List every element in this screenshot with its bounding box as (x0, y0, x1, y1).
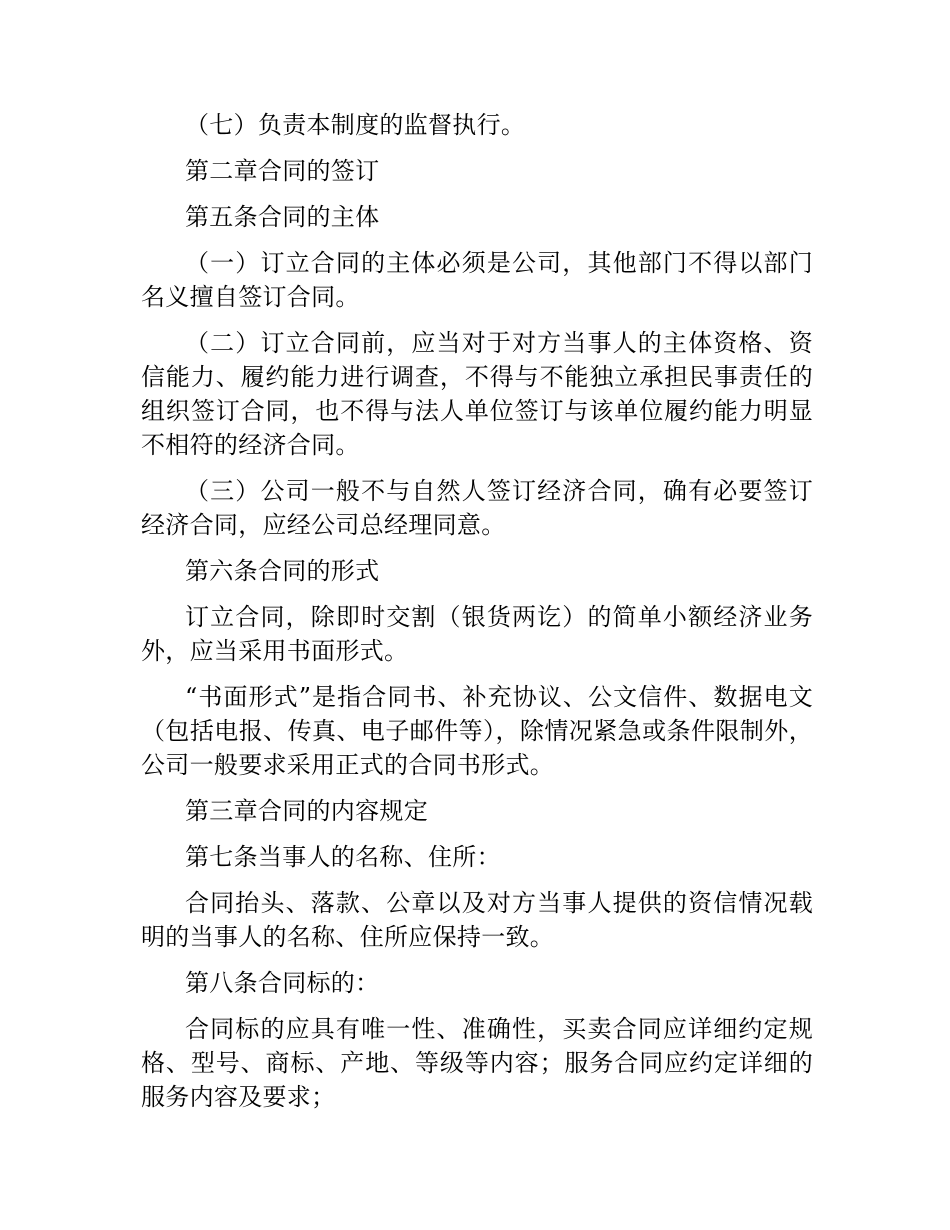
article-6-paragraph-2: “书面形式”是指合同书、补充协议、公文信件、数据电文（包括电报、传真、电子邮件等），除情况紧急或条件限制外，公司一般要求采用正式的合同书形式。 (141, 683, 813, 779)
article-7-heading: 第七条当事人的名称、住所： (185, 843, 501, 871)
article-8-heading: 第八条合同标的： (185, 969, 380, 997)
article-5-heading: 第五条合同的主体 (185, 203, 380, 231)
article-6-heading: 第六条合同的形式 (185, 557, 380, 585)
chapter-3-heading: 第三章合同的内容规定 (185, 797, 428, 825)
chapter-2-heading: 第二章合同的签订 (185, 157, 380, 185)
article-7-paragraph: 合同抬头、落款、公章以及对方当事人提供的资信情况载明的当事人的名称、住所应保持一致。 (141, 889, 813, 951)
article-6-paragraph-1: 订立合同，除即时交割（银货两讫）的简单小额经济业务外，应当采用书面形式。 (141, 603, 813, 665)
article-5-item-2: （二）订立合同前，应当对于对方当事人的主体资格、资信能力、履约能力进行调查，不得与不能独立承担民事责任的组织签订合同，也不得与法人单位签订与该单位履约能力明显不相符的经济合同。 (141, 329, 813, 459)
article-5-item-3: （三）公司一般不与自然人签订经济合同，确有必要签订经济合同，应经公司总经理同意。 (141, 477, 813, 539)
clause-7-responsibility: （七）负责本制度的监督执行。 (185, 111, 526, 139)
article-5-item-1: （一）订立合同的主体必须是公司，其他部门不得以部门名义擅自签订合同。 (141, 249, 813, 311)
article-8-paragraph: 合同标的应具有唯一性、准确性，买卖合同应详细约定规格、型号、商标、产地、等级等内容；服务合同应约定详细的服务内容及要求； (141, 1015, 813, 1111)
document-body (141, 108, 813, 1126)
